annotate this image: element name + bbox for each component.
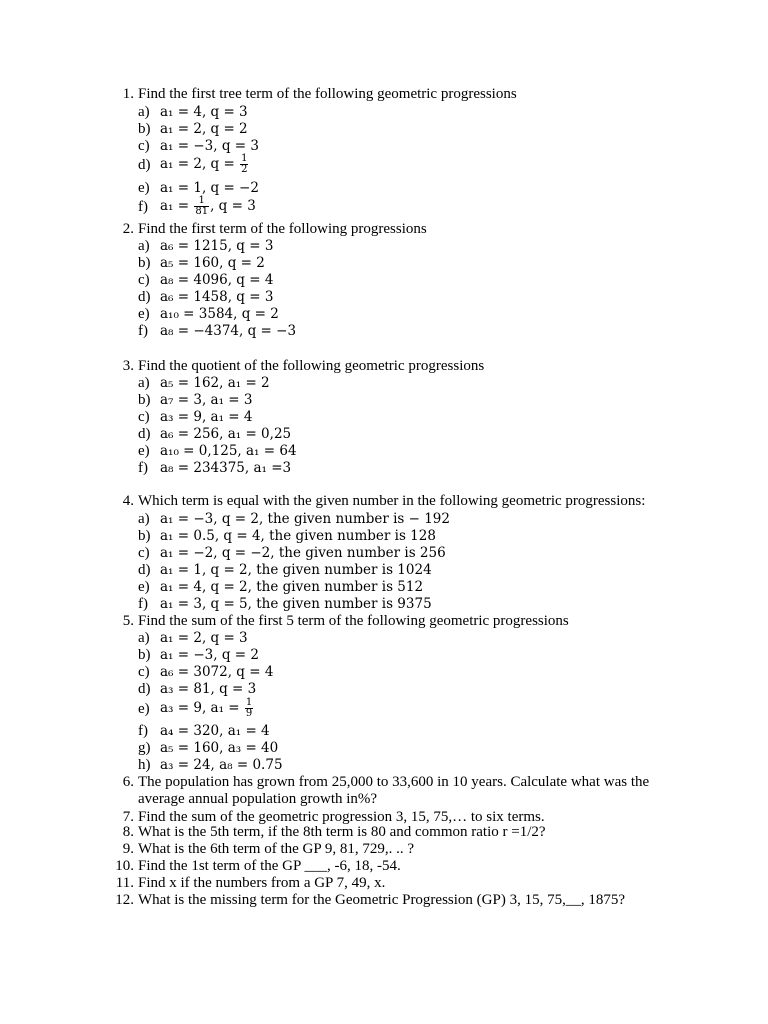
item-letter: f) (138, 199, 148, 215)
question-number: 11. (115, 875, 134, 891)
question-text: Find x if the numbers from a GP 7, 49, x. (138, 875, 386, 891)
math-expression: a₁ = 1, q = 2, the given number is 1024 (160, 562, 432, 578)
math-expression: a₄ = 320, a₁ = 4 (160, 723, 270, 739)
fraction-numerator: 1 (245, 697, 253, 708)
question-number: 2. (122, 221, 134, 237)
math-expression: a₁ = −3, q = 2, the given number is − 192 (160, 511, 450, 527)
fraction (194, 196, 209, 217)
math-expression: a₁ = 2, q = 2 (160, 121, 248, 137)
math-expression: a₇ = 3, a₁ = 3 (160, 392, 253, 408)
question-text: What is the 6th term of the GP 9, 81, 729,. .. ? (138, 841, 415, 857)
question-text: Find the first tree term of the following geometric progressions (138, 86, 517, 102)
fraction (245, 698, 253, 719)
item-letter: a) (138, 511, 150, 527)
item-letter: h) (138, 757, 151, 773)
math-expression: a₆ = 3072, q = 4 (160, 664, 274, 680)
item-letter: d) (138, 426, 151, 442)
math-expression (160, 154, 249, 175)
math-expression: a₅ = 160, q = 2 (160, 255, 265, 271)
fraction-denominator: 9 (245, 708, 253, 719)
question-text: Find the first term of the following progressions (138, 221, 427, 237)
math-expression: a₆ = 1215, q = 3 (160, 238, 274, 254)
item-letter: e) (138, 701, 150, 717)
item-letter: d) (138, 562, 151, 578)
item-letter: f) (138, 596, 148, 612)
question-number: 5. (122, 613, 134, 629)
item-letter: c) (138, 272, 150, 288)
item-letter: a) (138, 630, 150, 646)
math-expression: a₁ = 0.5, q = 4, the given number is 128 (160, 528, 436, 544)
item-letter: b) (138, 121, 151, 137)
expr-suffix: , q = 3 (210, 198, 256, 214)
item-letter: e) (138, 306, 150, 322)
fraction-denominator: 81 (195, 206, 209, 217)
math-expression: a₁ = 4, q = 2, the given number is 512 (160, 579, 424, 595)
item-letter: a) (138, 375, 150, 391)
math-expression: a₈ = −4374, q = −3 (160, 323, 297, 339)
fraction-numerator: 1 (241, 153, 248, 164)
question-number: 3. (122, 358, 134, 374)
item-letter: e) (138, 579, 150, 595)
item-letter: b) (138, 647, 151, 663)
math-expression: a₁ = 2, q = 3 (160, 630, 248, 646)
item-letter: b) (138, 255, 151, 271)
question-text: Find the sum of the first 5 term of the following geometric progressions (138, 613, 569, 629)
item-letter: c) (138, 545, 150, 561)
question-text: Find the quotient of the following geometric progressions (138, 358, 485, 374)
fraction-denominator: 2 (241, 164, 248, 175)
math-expression: a₃ = 9, a₁ = 4 (160, 409, 253, 425)
question-text: What is the missing term for the Geometric Progression (GP) 3, 15, 75,__, 1875? (138, 892, 626, 908)
item-letter: a) (138, 238, 150, 254)
item-letter: f) (138, 723, 148, 739)
expr-prefix: a₁ = (160, 198, 194, 214)
question-number: 8. (122, 824, 134, 840)
item-letter: e) (138, 443, 150, 459)
math-expression: a₆ = 1458, q = 3 (160, 289, 274, 305)
question-text: The population has grown from 25,000 to 33,600 in 10 years. Calculate what was the average annual population growth in%? (138, 774, 650, 807)
expr-prefix: a₁ = 2, q = (160, 156, 240, 172)
item-letter: b) (138, 528, 151, 544)
math-expression: a₁ = −3, q = 3 (160, 138, 259, 154)
question-number: 4. (122, 493, 134, 509)
question-text: Find the 1st term of the GP ___, -6, 18, -54. (138, 858, 401, 874)
item-letter: d) (138, 157, 151, 173)
math-expression: a₃ = 24, a₈ = 0.75 (160, 757, 283, 773)
math-expression: a₈ = 234375, a₁ =3 (160, 460, 292, 476)
math-expression: a₅ = 162, a₁ = 2 (160, 375, 270, 391)
question-number: 12. (115, 892, 134, 908)
math-expression: a₅ = 160, a₃ = 40 (160, 740, 279, 756)
question-number: 6. (122, 774, 134, 790)
question-text: What is the 5th term, if the 8th term is 80 and common ratio r =1/2? (138, 824, 546, 840)
question-number: 7. (122, 809, 134, 825)
math-expression: a₁₀ = 3584, q = 2 (160, 306, 279, 322)
fraction (240, 154, 248, 175)
math-expression: a₁ = 4, q = 3 (160, 104, 248, 120)
math-expression: a₁₀ = 0,125, a₁ = 64 (160, 443, 297, 459)
item-letter: f) (138, 323, 148, 339)
math-expression: a₃ = 81, q = 3 (160, 681, 257, 697)
math-expression: a₆ = 256, a₁ = 0,25 (160, 426, 292, 442)
item-letter: f) (138, 460, 148, 476)
question-text: Which term is equal with the given number in the following geometric progressions: (138, 493, 646, 509)
question-number: 1. (122, 86, 134, 102)
math-expression (160, 196, 256, 217)
math-expression (160, 698, 254, 719)
item-letter: e) (138, 180, 150, 196)
fraction-numerator: 1 (198, 195, 205, 206)
math-expression: a₈ = 4096, q = 4 (160, 272, 274, 288)
question-number: 10. (115, 858, 134, 874)
item-letter: b) (138, 392, 151, 408)
math-expression: a₁ = −2, q = −2, the given number is 256 (160, 545, 446, 561)
expr-prefix: a₃ = 9, a₁ = (160, 700, 244, 716)
item-letter: g) (138, 740, 151, 756)
math-expression: a₁ = −3, q = 2 (160, 647, 259, 663)
item-letter: c) (138, 664, 150, 680)
item-letter: d) (138, 289, 151, 305)
item-letter: c) (138, 138, 150, 154)
item-letter: d) (138, 681, 151, 697)
question-text: Find the sum of the geometric progression 3, 15, 75,… to six terms. (138, 809, 545, 825)
item-letter: a) (138, 104, 150, 120)
math-expression: a₁ = 3, q = 5, the given number is 9375 (160, 596, 432, 612)
question-number: 9. (122, 841, 134, 857)
math-expression: a₁ = 1, q = −2 (160, 180, 259, 196)
item-letter: c) (138, 409, 150, 425)
